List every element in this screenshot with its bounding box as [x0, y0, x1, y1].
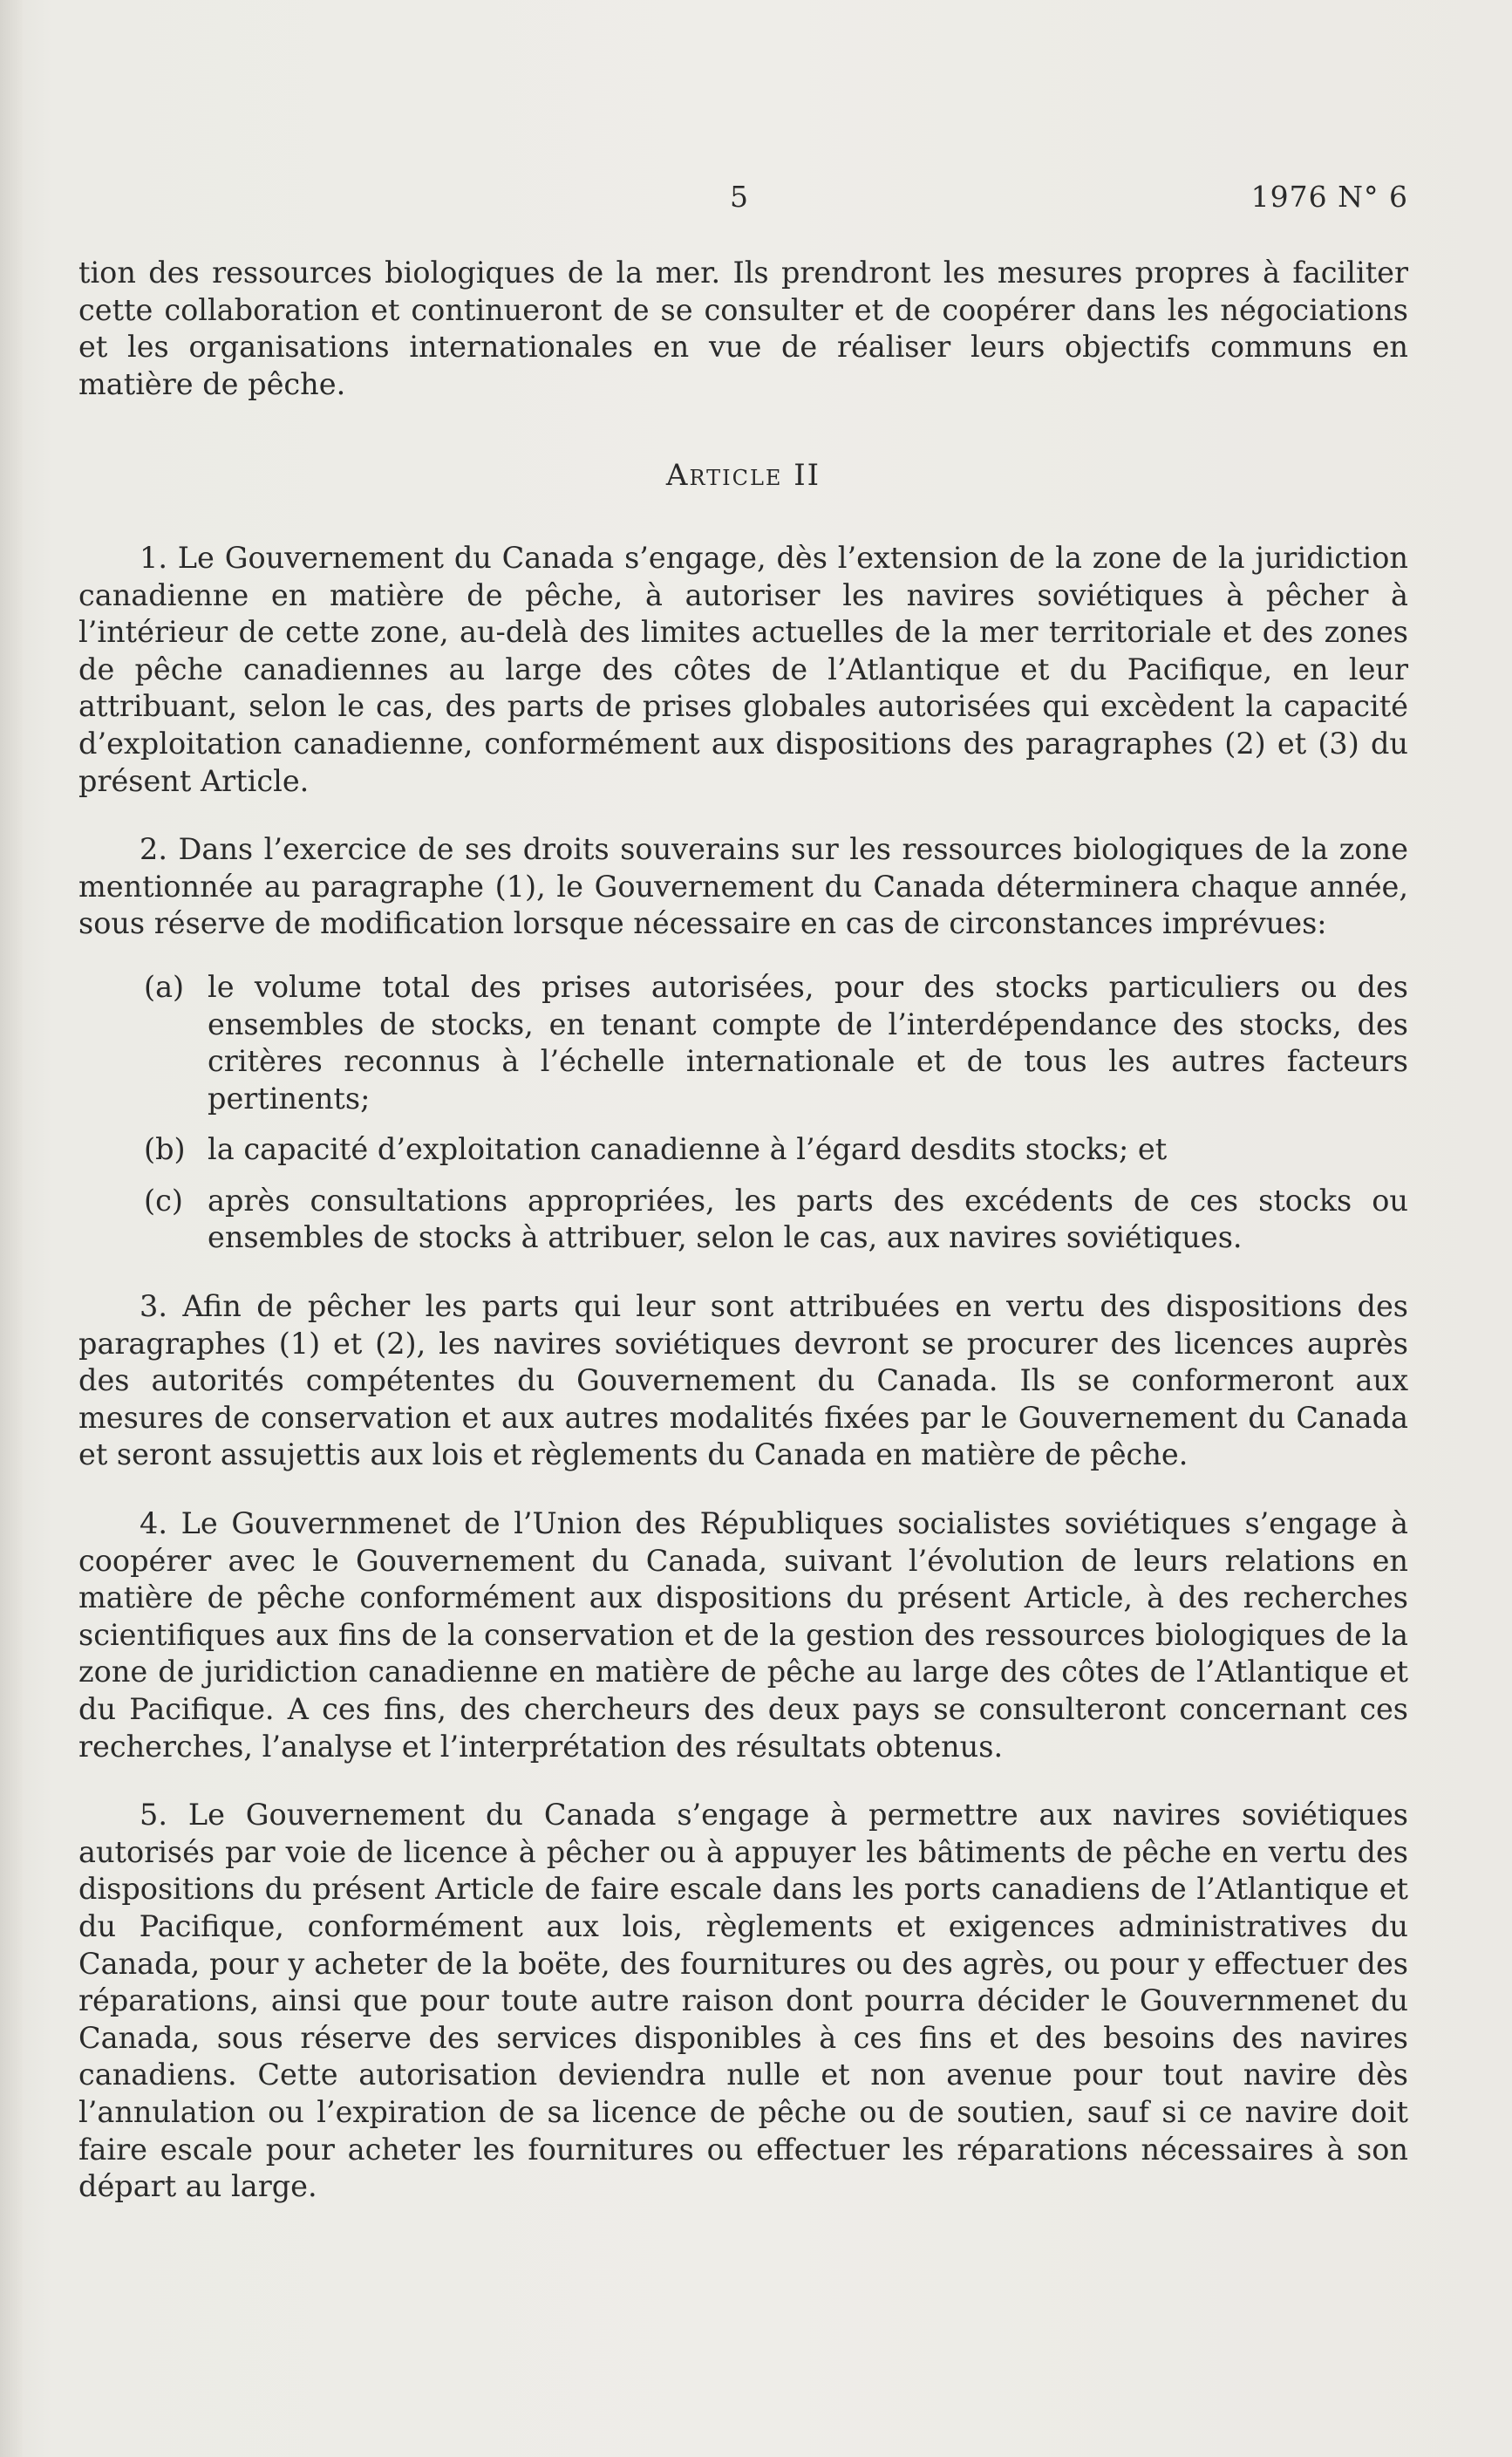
list-item	[78, 1183, 1408, 1257]
paragraph-2: 2. Dans l’exercice de ses droits souverains sur les ressources biologiques de la zone mentionnée au paragraphe (1), le Gouvernement du Canada déterminera chaque année, sous réserve de modification lorsque nécessaire en cas de circonstances imprévues:	[78, 832, 1408, 941]
list-item-text: après consultations appropriées, les parts des excédents de ces stocks ou ensembles de stocks à attribuer, selon le cas, aux navires soviétiques.	[208, 1183, 1408, 1255]
paragraph-1: 1. Le Gouvernement du Canada s’engage, dès l’extension de la zone de la juridiction canadienne en matière de pêche, à autoriser les navires soviétiques à pêcher à l’intérieur de cette zone, au-delà des limites actuelles de la mer territoriale et des zones de pêche canadiennes au large des côtes de l’Atlantique et du Pacifique, en leur attribuant, selon le cas, des parts de prises globales autorisées qui excèdent la capacité d’exploitation canadienne, conformément aux dispositions des paragraphes (2) et (3) du présent Article.	[78, 540, 1408, 798]
determination-list	[78, 969, 1408, 1257]
paragraph-3: 3. Afin de pêcher les parts qui leur sont attribuées en vertu des dispositions des paragraphes (1) et (2), les navires soviétiques devront se procurer des licences auprès des autorités compétentes du Gouvernement du Canada. Ils se conformeront aux mesures de conservation et aux autres modalités fixées par le Gouvernement du Canada et seront assujettis aux lois et règlements du Canada en matière de pêche.	[78, 1289, 1408, 1472]
page-number: 5	[730, 180, 748, 214]
page-header	[78, 180, 1408, 218]
list-item	[78, 969, 1408, 1117]
paragraph-5: 5. Le Gouvernement du Canada s’engage à permettre aux navires soviétiques autorisés par voie de licence à pêcher ou à appuyer les bâtiments de pêche en vertu des dispositions du présent Article de faire escale dans les ports canadiens de l’Atlantique et du Pacifique, conformément aux lois, règlements et exigences administratives du Canada, pour y acheter de la boëte, des fournitures ou des agrès, ou pour y effectuer des réparations, ainsi que pour toute autre raison dont pourra décider le Gouvernmenet du Canada, sous réserve des services disponibles à ces fins et des besoins des navires canadiens. Cette autorisation deviendra nulle et non avenue pour tout navire dès l’annulation ou l’expiration de sa licence de pêche ou de soutien, sauf si ce navire doit faire escale pour acheter les fournitures ou effectuer les réparations nécessaires à son départ au large.	[78, 1798, 1408, 2204]
list-item-label: (c)	[144, 1183, 183, 1218]
paragraph-4: 4. Le Gouvernmenet de l’Union des Républiques socialistes soviétiques s’engage à coopérer avec le Gouvernement du Canada, suivant l’évolution de leurs relations en matière de pêche conformément aux dispositions du présent Article, à des recherches scientifiques aux fins de la conservation et de la gestion des ressources biologiques de la zone de juridiction canadienne en matière de pêche au large des côtes de l’Atlantique et du Pacifique. A ces fins, des chercheurs des deux pays se consulteront concernant ces recherches, l’analyse et l’interprétation des résultats obtenus.	[78, 1506, 1408, 1764]
list-item	[78, 1131, 1408, 1169]
list-item-text: la capacité d’exploitation canadienne à l’égard desdits stocks; et	[208, 1132, 1168, 1167]
page-spine-shadow	[0, 0, 23, 2457]
intro-paragraph: tion des ressources biologiques de la mer. Ils prendront les mesures propres à faciliter cette collaboration et continueront de se consulter et de coopérer dans les négociations et les organisations internationales en vue de réaliser leurs objectifs communs en matière de pêche.	[78, 256, 1408, 401]
year-number: 1976 N° 6	[1250, 180, 1408, 214]
article-heading: Article II	[665, 458, 821, 494]
list-item-text: le volume total des prises autorisées, pour des stocks particuliers ou des ensembles de stocks, en tenant compte de l’interdépendance des stocks, des critères reconnus à l’échelle internationale et de tous les autres facteurs pertinents;	[208, 969, 1408, 1116]
list-item-label: (b)	[144, 1132, 186, 1167]
page-body	[78, 255, 1408, 2206]
list-item-label: (a)	[144, 969, 185, 1004]
